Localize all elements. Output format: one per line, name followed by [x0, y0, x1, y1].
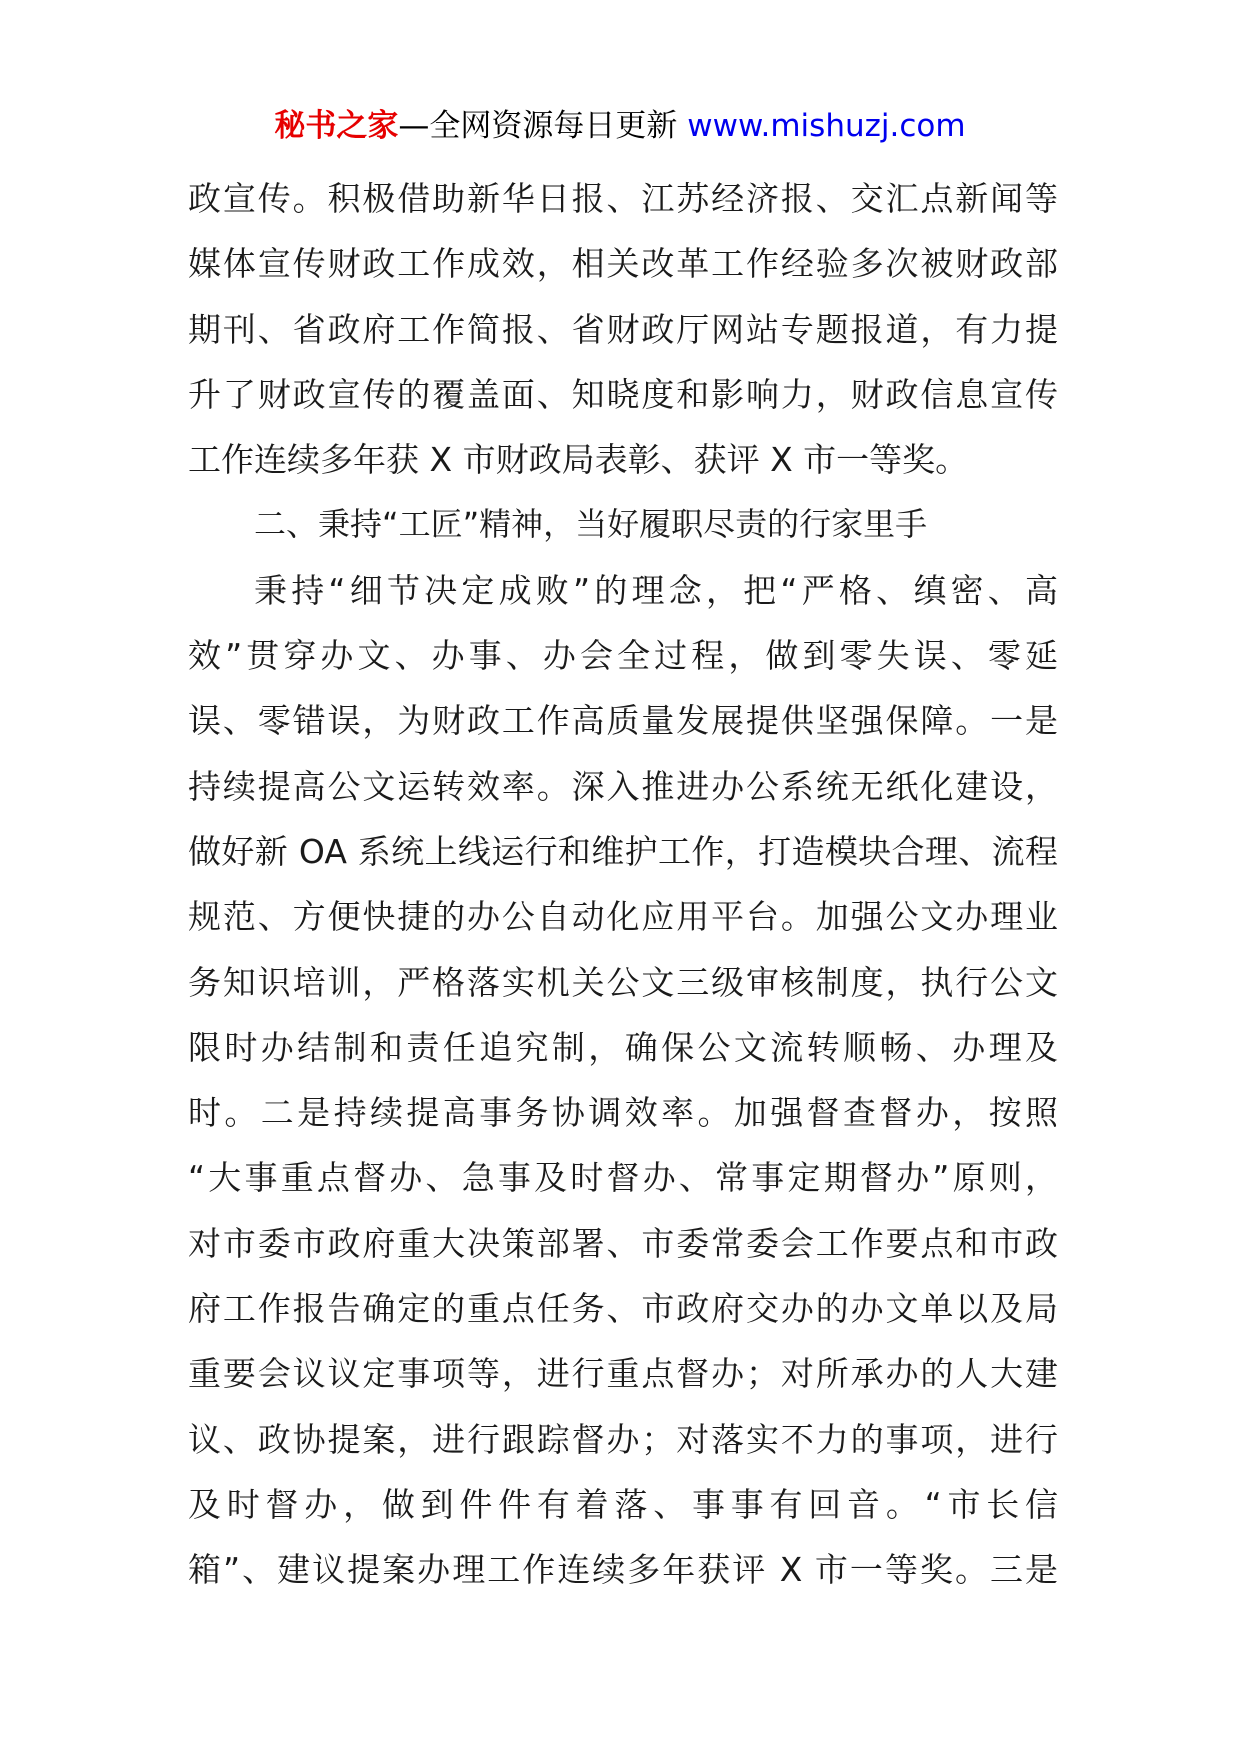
body-line: 及时督办，做到件件有着落、事事有回音。“市长信 — [188, 1484, 1058, 1524]
body-line: 工作连续多年获 X 市财政局表彰、获评 X 市一等奖。 — [188, 440, 969, 480]
document-body — [188, 166, 1058, 1603]
body-line: 议、政协提案，进行跟踪督办；对落实不力的事项，进行 — [188, 1419, 1058, 1459]
body-line: 重要会议议定事项等，进行重点督办；对所承办的人大建 — [188, 1354, 1058, 1394]
body-line: 对市委市政府重大决策部署、市委常委会工作要点和市政 — [188, 1223, 1058, 1263]
body-line: 期刊、省政府工作简报、省财政厅网站专题报道，有力提 — [188, 309, 1058, 349]
site-brand: 秘书之家 — [274, 108, 399, 144]
section-heading: 二、秉持“工匠”精神，当好履职尽责的行家里手 — [254, 505, 928, 544]
body-line: 限时办结制和责任追究制，确保公文流转顺畅、办理及 — [188, 1027, 1058, 1067]
body-line: “大事重点督办、急事及时督办、常事定期督办”原则， — [188, 1158, 1058, 1198]
body-line: 时。二是持续提高事务协调效率。加强督查督办，按照 — [188, 1093, 1058, 1133]
body-line: 持续提高公文运转效率。深入推进办公系统无纸化建设， — [188, 766, 1058, 806]
body-line: 升了财政宣传的覆盖面、知晓度和影响力，财政信息宣传 — [188, 374, 1058, 414]
body-line: 秉持“细节决定成败”的理念，把“严格、缜密、高 — [254, 570, 1058, 610]
body-line: 效”贯穿办文、办事、办会全过程，做到零失误、零延 — [188, 636, 1058, 676]
body-line: 误、零错误，为财政工作高质量发展提供坚强保障。一是 — [188, 701, 1058, 741]
body-line: 府工作报告确定的重点任务、市政府交办的办文单以及局 — [188, 1289, 1058, 1329]
page-header — [0, 104, 1240, 148]
body-line: 规范、方便快捷的办公自动化应用平台。加强公文办理业 — [188, 897, 1058, 937]
site-url-link[interactable]: www.mishuzj.com — [687, 108, 966, 144]
body-line: 务知识培训，严格落实机关公文三级审核制度，执行公文 — [188, 962, 1058, 1002]
body-line: 媒体宣传财政工作成效，相关改革工作经验多次被财政部 — [188, 244, 1058, 284]
body-line: 政宣传。积极借助新华日报、江苏经济报、交汇点新闻等 — [188, 179, 1058, 218]
header-slogan: —全网资源每日更新 — [398, 108, 688, 144]
body-line: 做好新 OA 系统上线运行和维护工作，打造模块合理、流程 — [188, 831, 1058, 871]
body-line: 箱”、建议提案办理工作连续多年获评 X 市一等奖。三是 — [188, 1550, 1058, 1590]
